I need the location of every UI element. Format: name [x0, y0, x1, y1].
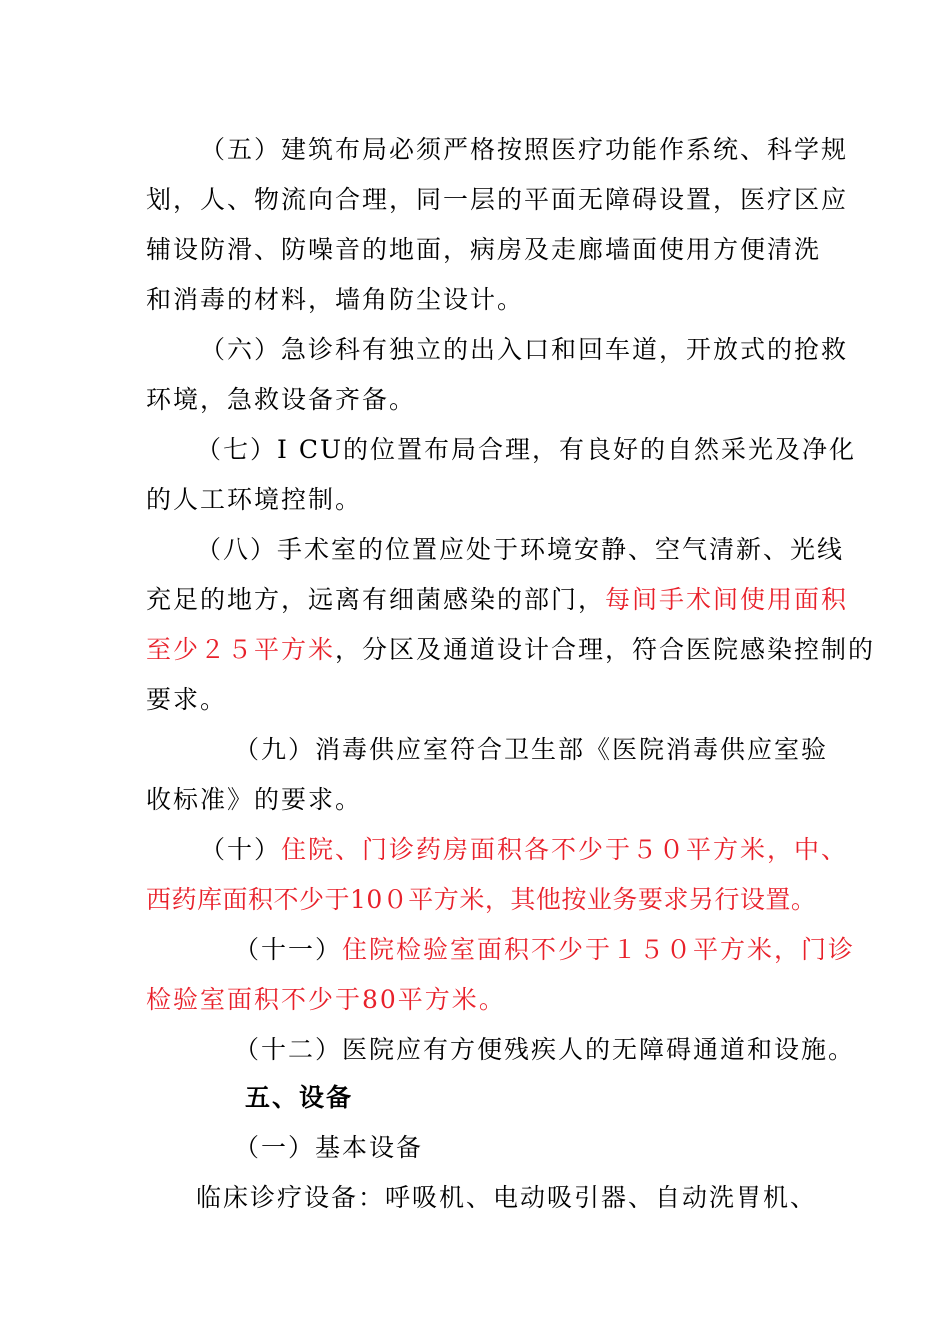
paragraph-8-line-2: [146, 583, 848, 617]
highlighted-text: 至少２５平方米: [146, 635, 336, 664]
highlighted-text: 住院、门诊药房面积各不少于５０平方米，中、: [281, 835, 849, 864]
text-run: 环境，急救设备齐备。: [146, 385, 417, 414]
paragraph-9-line-1: [234, 733, 828, 767]
text-run: 和消毒的材料，墙角防尘设计。: [146, 285, 525, 314]
paragraph-7-line-1: [196, 433, 856, 467]
paragraph-8-line-4: [146, 683, 227, 717]
paragraph-6-line-2: [146, 383, 416, 417]
text-run: （六）急诊科有独立的出入口和回车道，开放式的抢救: [200, 335, 849, 364]
subsection-heading: [234, 1131, 423, 1165]
equipment-line-1: [196, 1181, 817, 1215]
text-run: （十一）: [234, 935, 343, 964]
highlighted-text: 住院检验室面积不少于１５０平方米，门诊: [342, 935, 856, 964]
highlighted-text: 每间手术间使用面积: [605, 585, 849, 614]
paragraph-12-line-1: [234, 1033, 855, 1067]
text-run: （七）I CU的位置布局合理，有良好的自然采光及净化: [196, 435, 857, 464]
text-run: 划，人、物流向合理，同一层的平面无障碍设置，医疗区应: [146, 185, 849, 214]
paragraph-10-line-2: [146, 883, 816, 917]
heading-text: 五、设备: [245, 1083, 354, 1112]
text-run: 临床诊疗设备：呼吸机、电动吸引器、自动洗胃机、: [196, 1183, 818, 1212]
paragraph-11-line-1: [234, 933, 855, 967]
text-run: 收标准》的要求。: [146, 785, 363, 814]
text-run: （八）手术室的位置应处于环境安静、空气清新、光线: [196, 535, 845, 564]
paragraph-5-line-3: [146, 233, 821, 267]
paragraph-10-line-1: [200, 833, 848, 867]
text-run: 的人工环境控制。: [146, 485, 363, 514]
paragraph-8-line-3: [146, 633, 875, 667]
text-run: （一）基本设备: [234, 1133, 424, 1162]
highlighted-text: 检验室面积不少于80平方米。: [146, 985, 506, 1014]
paragraph-6-line-1: [200, 333, 848, 367]
paragraph-9-line-2: [146, 783, 362, 817]
text-run: （十）: [200, 835, 282, 864]
text-run: （九）消毒供应室符合卫生部《医院消毒供应室验: [234, 735, 829, 764]
text-run: 辅设防滑、防噪音的地面，病房及走廊墙面使用方便清洗: [146, 235, 822, 264]
paragraph-11-line-2: [146, 983, 506, 1017]
paragraph-7-line-2: [146, 483, 362, 517]
paragraph-5-line-4: [146, 283, 524, 317]
text-run: （十二）医院应有方便残疾人的无障碍通道和设施。: [234, 1035, 856, 1064]
text-run: ，分区及通道设计合理，符合医院感染控制的: [335, 635, 876, 664]
paragraph-8-line-1: [196, 533, 844, 567]
text-run: 要求。: [146, 685, 228, 714]
text-run: 充足的地方，远离有细菌感染的部门，: [146, 585, 606, 614]
paragraph-5-line-2: [146, 183, 848, 217]
section-heading: [245, 1081, 353, 1115]
text-run: （五）建筑布局必须严格按照医疗功能作系统、科学规: [200, 135, 849, 164]
highlighted-text: 西药库面积不少于10０平方米，其他按业务要求另行设置。: [146, 885, 817, 914]
paragraph-5-line-1: [200, 133, 848, 167]
